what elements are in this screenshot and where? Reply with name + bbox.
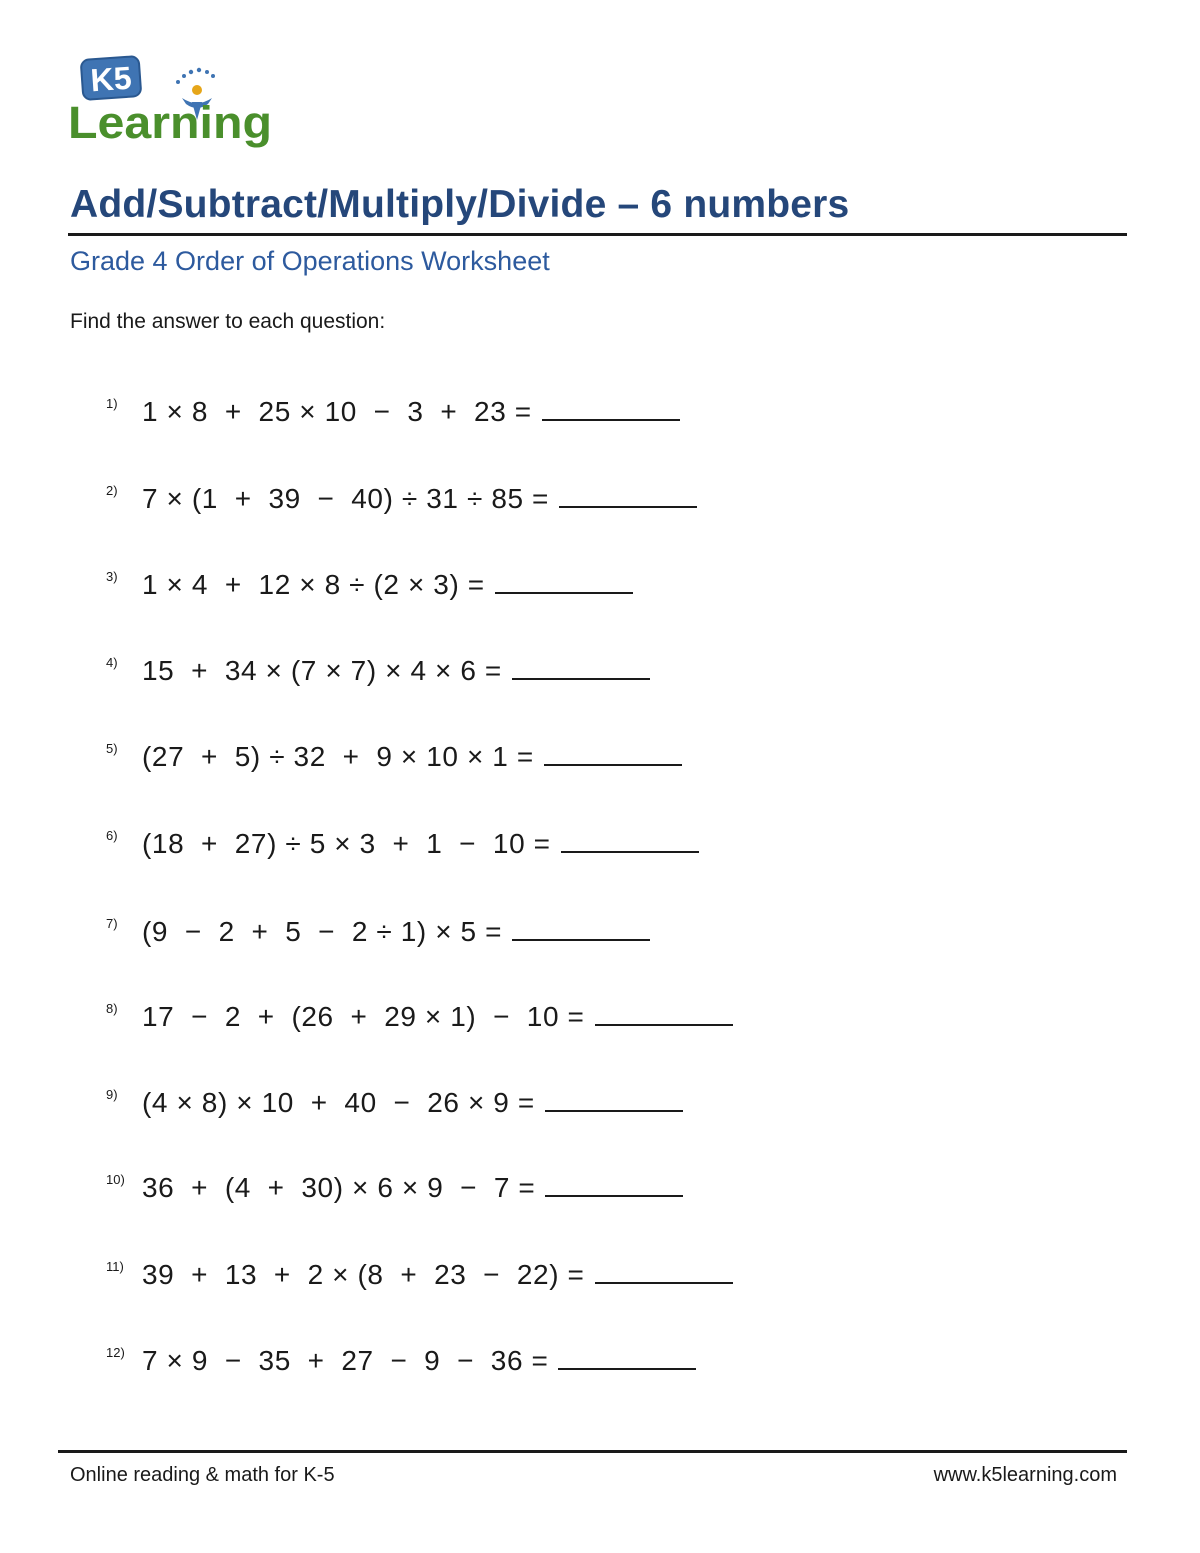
question-number: 4) (106, 655, 118, 670)
answer-blank[interactable] (595, 1260, 733, 1284)
answer-blank[interactable] (542, 397, 680, 421)
footer-website: www.k5learning.com (933, 1464, 1117, 1486)
logo-badge-text: K5 (89, 59, 133, 99)
answer-blank[interactable] (512, 917, 650, 941)
logo-wordmark: Learning (68, 97, 272, 148)
instructions-text: Find the answer to each question: (70, 310, 386, 333)
question-number: 11) (106, 1259, 124, 1274)
question-number: 2) (106, 483, 118, 498)
question-expression: (4 × 8) × 10 + 40 − 26 × 9 = (142, 1087, 683, 1119)
question-number: 10) (106, 1172, 125, 1187)
question-expression: 17 − 2 + (26 + 29 × 1) − 10 = (142, 1001, 733, 1033)
question-number: 5) (106, 741, 118, 756)
question-expression: 36 + (4 + 30) × 6 × 9 − 7 = (142, 1172, 683, 1204)
answer-blank[interactable] (559, 484, 697, 508)
answer-blank[interactable] (561, 829, 699, 853)
question-expression: 15 + 34 × (7 × 7) × 4 × 6 = (142, 655, 650, 687)
answer-blank[interactable] (595, 1002, 733, 1026)
k5-learning-logo (66, 52, 278, 148)
question-number: 9) (106, 1087, 118, 1102)
answer-blank[interactable] (545, 1173, 683, 1197)
title-divider (68, 233, 1127, 236)
question-number: 1) (106, 396, 118, 411)
question-number: 8) (106, 1001, 118, 1016)
footer-tagline: Online reading & math for K-5 (70, 1464, 335, 1486)
question-number: 7) (106, 916, 118, 931)
answer-blank[interactable] (495, 570, 633, 594)
question-expression: 1 × 8 + 25 × 10 − 3 + 23 = (142, 396, 680, 428)
question-number: 3) (106, 569, 118, 584)
question-number: 6) (106, 828, 118, 843)
answer-blank[interactable] (512, 656, 650, 680)
question-expression: (27 + 5) ÷ 32 + 9 × 10 × 1 = (142, 741, 682, 773)
question-expression: 39 + 13 + 2 × (8 + 23 − 22) = (142, 1259, 733, 1291)
question-expression: 7 × (1 + 39 − 40) ÷ 31 ÷ 85 = (142, 483, 697, 515)
question-expression: 7 × 9 − 35 + 27 − 9 − 36 = (142, 1345, 696, 1377)
answer-blank[interactable] (558, 1346, 696, 1370)
page-title: Add/Subtract/Multiply/Divide – 6 numbers (70, 183, 850, 226)
question-expression: (9 − 2 + 5 − 2 ÷ 1) × 5 = (142, 916, 650, 948)
question-number: 12) (106, 1345, 125, 1360)
answer-blank[interactable] (545, 1088, 683, 1112)
page-subtitle: Grade 4 Order of Operations Worksheet (70, 246, 550, 276)
answer-blank[interactable] (544, 742, 682, 766)
question-expression: 1 × 4 + 12 × 8 ÷ (2 × 3) = (142, 569, 633, 601)
logo-stars-icon (176, 68, 215, 84)
footer-divider (58, 1450, 1127, 1453)
question-expression: (18 + 27) ÷ 5 × 3 + 1 − 10 = (142, 828, 699, 860)
